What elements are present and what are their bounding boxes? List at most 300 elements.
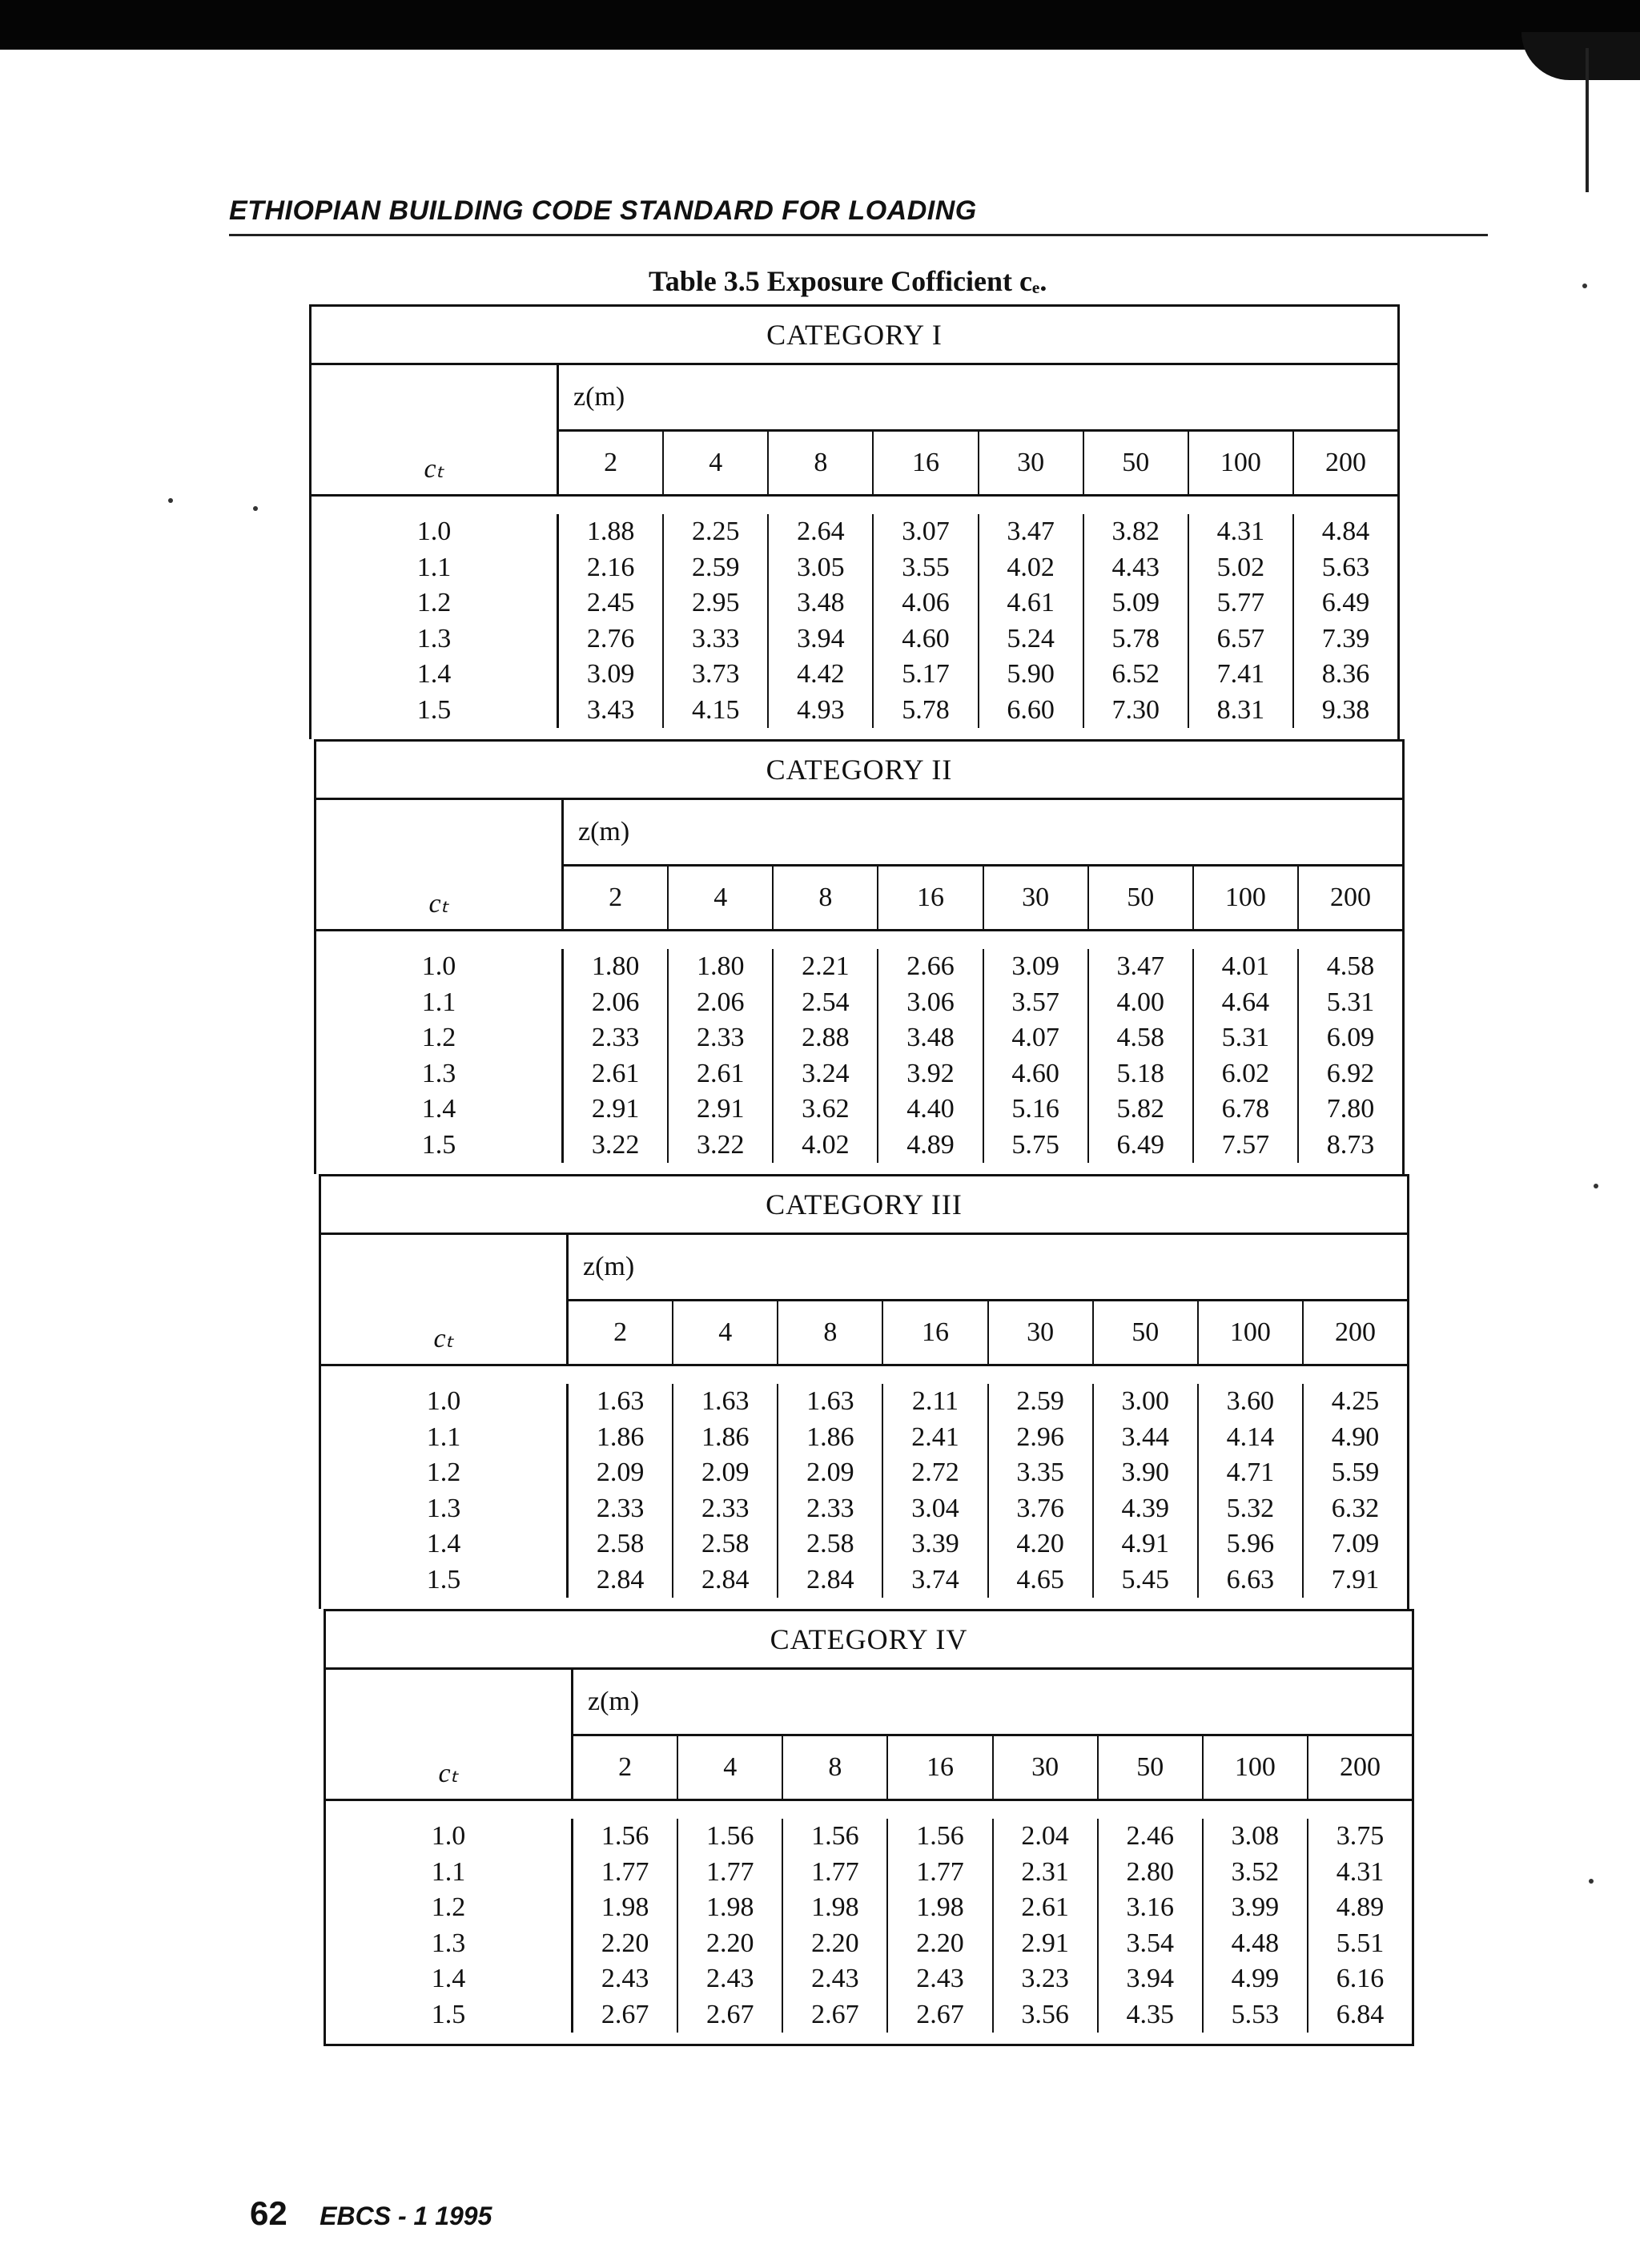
coefficient-value: 3.94 — [1126, 1964, 1174, 1993]
coefficient-value: 4.40 — [906, 1094, 955, 1124]
category-data — [316, 931, 1402, 1174]
coefficient-column — [877, 949, 982, 1163]
header-rule — [229, 234, 1488, 236]
coefficient-value: 2.09 — [596, 1458, 645, 1487]
ct-values-column — [316, 949, 561, 1163]
height-value: 8 — [777, 1301, 882, 1364]
coefficient-value: 3.73 — [691, 659, 740, 689]
coefficient-value: 3.82 — [1111, 517, 1160, 546]
coefficient-value: 5.51 — [1336, 1928, 1385, 1958]
height-value: 8 — [772, 867, 877, 929]
coefficient-value: 6.92 — [1326, 1058, 1375, 1088]
coefficient-value: 2.58 — [596, 1529, 645, 1558]
height-value: 100 — [1188, 432, 1292, 494]
coefficient-value: 2.96 — [1016, 1422, 1064, 1452]
coefficient-value: 3.09 — [1011, 951, 1059, 981]
coefficient-value: 3.16 — [1126, 1892, 1174, 1922]
coefficient-value: 6.52 — [1111, 659, 1160, 689]
category-header — [312, 365, 1397, 497]
coefficient-value: 2.06 — [591, 987, 640, 1017]
coefficient-value: 5.31 — [1221, 1023, 1270, 1052]
coefficient-column — [886, 1819, 991, 2033]
ct-value: 1.1 — [421, 987, 456, 1017]
coefficient-value: 2.20 — [916, 1928, 964, 1958]
coefficient-column — [667, 949, 772, 1163]
coefficient-value: 5.78 — [1111, 623, 1160, 653]
coefficient-value: 2.45 — [586, 588, 635, 617]
coefficient-value: 3.22 — [696, 1129, 745, 1160]
coefficient-value: 2.67 — [916, 1999, 964, 2029]
ct-value: 1.4 — [416, 659, 452, 689]
coefficient-value: 3.24 — [802, 1058, 850, 1088]
coefficient-value: 2.20 — [705, 1928, 754, 1958]
category-title: CATEGORY I — [312, 307, 1397, 365]
category-title: CATEGORY II — [316, 742, 1402, 800]
coefficient-value: 1.88 — [586, 517, 635, 546]
coefficient-value: 5.53 — [1231, 1999, 1280, 2029]
coefficient-value: 3.47 — [1007, 517, 1055, 546]
coefficient-column — [1297, 949, 1402, 1163]
height-value: 8 — [767, 432, 872, 494]
coefficient-value: 2.66 — [906, 951, 955, 981]
coefficient-value: 5.59 — [1331, 1458, 1380, 1487]
height-value: 200 — [1302, 1301, 1407, 1364]
coefficient-value: 3.94 — [797, 623, 845, 653]
coefficient-value: 2.80 — [1126, 1856, 1174, 1887]
ct-value: 1.0 — [416, 517, 452, 546]
coefficient-value: 1.86 — [806, 1422, 854, 1452]
coefficient-value: 3.99 — [1231, 1892, 1280, 1922]
coefficient-value: 3.62 — [802, 1094, 850, 1124]
height-value: 8 — [782, 1736, 886, 1799]
coefficient-value: 4.84 — [1321, 517, 1370, 546]
height-value: 4 — [662, 432, 767, 494]
coefficient-value: 6.78 — [1221, 1094, 1270, 1124]
coefficient-column — [1302, 1384, 1407, 1598]
exposure-coefficient-table — [309, 304, 1413, 2046]
ct-column-header: cₜ — [428, 889, 449, 919]
coefficient-value: 8.31 — [1216, 694, 1265, 725]
coefficient-value: 4.71 — [1226, 1458, 1275, 1487]
coefficient-value: 1.63 — [596, 1386, 645, 1416]
coefficient-value: 3.48 — [797, 588, 845, 617]
coefficient-value: 4.35 — [1126, 1999, 1174, 2029]
coefficient-value: 1.98 — [601, 1892, 649, 1922]
coefficient-value: 8.36 — [1321, 659, 1370, 689]
coefficient-value: 4.91 — [1121, 1529, 1169, 1558]
coefficient-value: 3.56 — [1021, 1999, 1069, 2029]
coefficient-value: 5.90 — [1007, 659, 1055, 689]
coefficient-value: 2.67 — [601, 1999, 649, 2029]
coefficient-column — [882, 1384, 987, 1598]
coefficient-column — [782, 1819, 886, 2033]
coefficient-value: 4.39 — [1121, 1493, 1169, 1523]
coefficient-value: 4.25 — [1331, 1386, 1380, 1416]
coefficient-value: 4.93 — [797, 694, 845, 725]
coefficient-value: 1.77 — [811, 1856, 859, 1887]
coefficient-value: 3.33 — [691, 623, 740, 653]
coefficient-value: 3.35 — [1016, 1458, 1064, 1487]
coefficient-value: 5.32 — [1226, 1493, 1275, 1523]
height-value: 16 — [877, 867, 982, 929]
page-number: 62 — [250, 2194, 287, 2232]
height-value: 16 — [886, 1736, 991, 1799]
height-value: 16 — [872, 432, 977, 494]
coefficient-value: 6.32 — [1331, 1493, 1380, 1523]
coefficient-column — [559, 514, 662, 728]
height-value: 50 — [1087, 867, 1192, 929]
coefficient-value: 2.06 — [696, 987, 745, 1017]
coefficient-value: 4.00 — [1116, 987, 1164, 1017]
coefficient-value: 3.43 — [586, 694, 635, 725]
coefficient-value: 1.98 — [811, 1892, 859, 1922]
coefficient-value: 3.60 — [1226, 1386, 1275, 1416]
coefficient-value: 4.58 — [1116, 1023, 1164, 1052]
coefficient-value: 2.43 — [916, 1964, 964, 1993]
coefficient-value: 3.09 — [586, 659, 635, 689]
coefficient-value: 1.80 — [696, 951, 745, 981]
height-value: 200 — [1297, 867, 1402, 929]
height-value: 200 — [1307, 1736, 1412, 1799]
coefficient-value: 3.52 — [1231, 1856, 1280, 1887]
coefficient-grid — [571, 1819, 1412, 2033]
coefficient-value: 2.33 — [596, 1493, 645, 1523]
coefficient-value: 5.63 — [1321, 552, 1370, 582]
height-value: 50 — [1083, 432, 1188, 494]
coefficient-value: 4.58 — [1326, 951, 1375, 981]
coefficient-value: 2.41 — [911, 1422, 959, 1452]
height-values-row — [569, 1301, 1407, 1364]
height-header — [566, 1235, 1407, 1364]
scan-dark-edge — [0, 0, 1640, 50]
ct-value: 1.5 — [426, 1564, 461, 1594]
coefficient-value: 7.09 — [1331, 1529, 1380, 1558]
coefficient-value: 1.80 — [591, 951, 640, 981]
ct-value: 1.1 — [416, 552, 452, 582]
coefficient-column — [1092, 1384, 1197, 1598]
height-value: 2 — [618, 1752, 633, 1782]
coefficient-value: 2.09 — [806, 1458, 854, 1487]
height-value: 50 — [1092, 1301, 1197, 1364]
scan-speck — [1589, 1879, 1594, 1884]
coefficient-value: 4.42 — [797, 659, 845, 689]
coefficient-column — [1192, 949, 1297, 1163]
coefficient-value: 2.43 — [601, 1964, 649, 1993]
coefficient-value: 2.25 — [691, 517, 740, 546]
coefficient-value: 2.67 — [705, 1999, 754, 2029]
height-value: 200 — [1292, 432, 1397, 494]
coefficient-value: 4.02 — [802, 1129, 850, 1160]
height-value: 4 — [677, 1736, 782, 1799]
coefficient-value: 2.33 — [701, 1493, 750, 1523]
coefficient-value: 3.76 — [1016, 1493, 1064, 1523]
coefficient-grid — [557, 514, 1397, 728]
coefficient-value: 1.77 — [916, 1856, 964, 1887]
coefficient-value: 2.84 — [806, 1564, 854, 1594]
coefficient-value: 4.64 — [1221, 987, 1270, 1017]
coefficient-value: 6.09 — [1326, 1023, 1375, 1052]
coefficient-value: 2.16 — [586, 552, 635, 582]
coefficient-value: 3.74 — [911, 1564, 959, 1594]
coefficient-value: 3.00 — [1121, 1386, 1169, 1416]
coefficient-value: 2.33 — [806, 1493, 854, 1523]
coefficient-value: 2.91 — [591, 1094, 640, 1124]
coefficient-value: 5.18 — [1116, 1058, 1164, 1088]
coefficient-column — [564, 949, 667, 1163]
coefficient-column — [1307, 1819, 1412, 2033]
ct-values-column — [321, 1384, 566, 1598]
coefficient-value: 3.23 — [1021, 1964, 1069, 1993]
ct-value: 1.3 — [421, 1058, 456, 1088]
coefficient-column — [672, 1384, 777, 1598]
category-header — [316, 800, 1402, 931]
coefficient-value: 3.05 — [797, 552, 845, 582]
height-value: 4 — [667, 867, 772, 929]
height-value: 2 — [609, 883, 623, 912]
coefficient-value: 2.67 — [811, 1999, 859, 2029]
coefficient-value: 5.31 — [1326, 987, 1375, 1017]
scan-speck — [1594, 1184, 1598, 1188]
coefficient-column — [1188, 514, 1292, 728]
coefficient-value: 2.46 — [1126, 1821, 1174, 1851]
coefficient-value: 2.72 — [911, 1458, 959, 1487]
ct-value: 1.1 — [431, 1856, 466, 1887]
coefficient-value: 3.04 — [911, 1493, 959, 1523]
category-data — [321, 1366, 1407, 1609]
coefficient-grid — [566, 1384, 1407, 1598]
coefficient-column — [983, 949, 1087, 1163]
ct-values-column — [326, 1819, 571, 2033]
coefficient-value: 2.09 — [701, 1458, 750, 1487]
coefficient-column — [872, 514, 977, 728]
coefficient-value: 6.49 — [1116, 1129, 1164, 1160]
coefficient-column — [1202, 1819, 1307, 2033]
scan-speck — [253, 506, 258, 511]
coefficient-value: 2.88 — [802, 1023, 850, 1052]
coefficient-value: 5.82 — [1116, 1094, 1164, 1124]
height-values-row — [564, 867, 1402, 929]
coefficient-value: 3.39 — [911, 1529, 959, 1558]
coefficient-value: 6.02 — [1221, 1058, 1270, 1088]
category-block — [314, 739, 1405, 1174]
coefficient-value: 5.02 — [1216, 552, 1265, 582]
coefficient-value: 1.56 — [601, 1821, 649, 1851]
coefficient-value: 2.43 — [811, 1964, 859, 1993]
ct-column-header: cₜ — [424, 454, 444, 484]
height-header — [561, 800, 1402, 929]
coefficient-value: 2.58 — [806, 1529, 854, 1558]
ct-values-column — [312, 514, 557, 728]
category-title: CATEGORY III — [321, 1176, 1407, 1235]
ct-value: 1.0 — [421, 951, 456, 981]
ct-value: 1.2 — [416, 588, 452, 617]
coefficient-value: 4.01 — [1221, 951, 1270, 981]
ct-column-header: cₜ — [433, 1324, 454, 1353]
coefficient-value: 9.38 — [1321, 694, 1370, 725]
coefficient-value: 2.21 — [802, 951, 850, 981]
coefficient-value: 7.41 — [1216, 659, 1265, 689]
coefficient-column — [1292, 514, 1397, 728]
coefficient-column — [1097, 1819, 1202, 2033]
height-header — [571, 1670, 1412, 1799]
coefficient-column — [987, 1384, 1092, 1598]
coefficient-value: 1.86 — [596, 1422, 645, 1452]
coefficient-value: 5.16 — [1011, 1094, 1059, 1124]
ct-value: 1.3 — [416, 623, 452, 653]
height-value: 2 — [613, 1317, 628, 1347]
height-value: 4 — [672, 1301, 777, 1364]
coefficient-value: 1.56 — [811, 1821, 859, 1851]
coefficient-value: 5.24 — [1007, 623, 1055, 653]
height-value: 30 — [978, 432, 1083, 494]
coefficient-value: 3.57 — [1011, 987, 1059, 1017]
ct-value: 1.5 — [421, 1129, 456, 1160]
coefficient-value: 4.60 — [902, 623, 950, 653]
ct-value: 1.3 — [431, 1928, 466, 1958]
coefficient-value: 4.31 — [1216, 517, 1265, 546]
coefficient-value: 5.17 — [902, 659, 950, 689]
ct-value: 1.0 — [431, 1821, 466, 1851]
height-values-row — [559, 432, 1397, 494]
coefficient-value: 3.22 — [591, 1129, 640, 1160]
coefficient-value: 4.02 — [1007, 552, 1055, 582]
coefficient-value: 3.06 — [906, 987, 955, 1017]
coefficient-value: 2.91 — [1021, 1928, 1069, 1958]
coefficient-value: 2.61 — [1021, 1892, 1069, 1922]
coefficient-value: 3.75 — [1336, 1821, 1385, 1851]
category-header — [321, 1235, 1407, 1366]
height-values-row — [573, 1736, 1412, 1799]
category-block — [309, 304, 1400, 739]
coefficient-value: 8.73 — [1326, 1129, 1375, 1160]
coefficient-value: 4.89 — [906, 1129, 955, 1160]
coefficient-value: 3.47 — [1116, 951, 1164, 981]
coefficient-value: 1.98 — [916, 1892, 964, 1922]
coefficient-grid — [561, 949, 1402, 1163]
coefficient-value: 7.39 — [1321, 623, 1370, 653]
coefficient-value: 4.61 — [1007, 588, 1055, 617]
coefficient-column — [677, 1819, 782, 2033]
coefficient-column — [777, 1384, 882, 1598]
coefficient-value: 2.20 — [811, 1928, 859, 1958]
coefficient-value: 4.06 — [902, 588, 950, 617]
scan-speck — [168, 498, 173, 503]
coefficient-value: 2.04 — [1021, 1821, 1069, 1851]
ct-value: 1.2 — [426, 1458, 461, 1487]
header-title: ETHIOPIAN BUILDING CODE STANDARD FOR LOADING — [229, 195, 977, 226]
category-block — [319, 1174, 1409, 1609]
coefficient-value: 2.59 — [1016, 1386, 1064, 1416]
coefficient-value: 7.57 — [1221, 1129, 1270, 1160]
coefficient-value: 1.56 — [705, 1821, 754, 1851]
coefficient-column — [772, 949, 877, 1163]
coefficient-column — [1083, 514, 1188, 728]
ct-value: 1.2 — [431, 1892, 466, 1922]
coefficient-value: 5.78 — [902, 694, 950, 725]
category-data — [326, 1801, 1412, 2044]
coefficient-value: 5.96 — [1226, 1529, 1275, 1558]
coefficient-value: 4.48 — [1231, 1928, 1280, 1958]
coefficient-value: 3.54 — [1126, 1928, 1174, 1958]
coefficient-column — [573, 1819, 677, 2033]
coefficient-column — [1087, 949, 1192, 1163]
coefficient-value: 2.84 — [701, 1564, 750, 1594]
height-value: 100 — [1192, 867, 1297, 929]
coefficient-value: 2.61 — [696, 1058, 745, 1088]
coefficient-value: 2.84 — [596, 1564, 645, 1594]
coefficient-value: 1.77 — [601, 1856, 649, 1887]
table-caption: Table 3.5 Exposure Cofficient cₑ. — [649, 265, 1047, 297]
coefficient-value: 3.08 — [1231, 1821, 1280, 1851]
coefficient-value: 6.49 — [1321, 588, 1370, 617]
height-header — [557, 365, 1397, 494]
page-footer — [250, 2194, 492, 2233]
page-header — [229, 195, 1488, 227]
coefficient-value: 1.63 — [806, 1386, 854, 1416]
coefficient-value: 6.57 — [1216, 623, 1265, 653]
coefficient-value: 4.99 — [1231, 1964, 1280, 1993]
coefficient-value: 1.98 — [705, 1892, 754, 1922]
coefficient-column — [662, 514, 767, 728]
ct-value: 1.1 — [426, 1422, 461, 1452]
ct-value: 1.5 — [431, 1999, 466, 2029]
coefficient-value: 6.84 — [1336, 1999, 1385, 2029]
coefficient-value: 3.48 — [906, 1023, 955, 1052]
coefficient-value: 5.45 — [1121, 1564, 1169, 1594]
coefficient-value: 7.80 — [1326, 1094, 1375, 1124]
coefficient-column — [978, 514, 1083, 728]
ct-value: 1.4 — [431, 1964, 466, 1993]
height-value: 50 — [1097, 1736, 1202, 1799]
coefficient-value: 2.43 — [705, 1964, 754, 1993]
coefficient-value: 7.30 — [1111, 694, 1160, 725]
ct-value: 1.5 — [416, 694, 452, 725]
coefficient-value: 2.91 — [696, 1094, 745, 1124]
ct-value: 1.2 — [421, 1023, 456, 1052]
height-value: 30 — [983, 867, 1087, 929]
height-label: z(m) — [569, 1235, 1407, 1301]
coefficient-column — [1197, 1384, 1302, 1598]
scan-right-edge — [1586, 48, 1589, 192]
height-value: 30 — [992, 1736, 1097, 1799]
coefficient-value: 2.33 — [696, 1023, 745, 1052]
ct-value: 1.4 — [426, 1529, 461, 1558]
coefficient-value: 2.61 — [591, 1058, 640, 1088]
coefficient-value: 1.86 — [701, 1422, 750, 1452]
coefficient-value: 4.89 — [1336, 1892, 1385, 1922]
ct-value: 1.3 — [426, 1493, 461, 1523]
coefficient-value: 4.60 — [1011, 1058, 1059, 1088]
coefficient-value: 2.76 — [586, 623, 635, 653]
coefficient-value: 4.15 — [691, 694, 740, 725]
height-value: 16 — [882, 1301, 987, 1364]
coefficient-value: 2.95 — [691, 588, 740, 617]
height-value: 2 — [604, 448, 618, 477]
ct-value: 1.4 — [421, 1094, 456, 1124]
coefficient-value: 3.92 — [906, 1058, 955, 1088]
coefficient-value: 6.63 — [1226, 1564, 1275, 1594]
coefficient-value: 4.65 — [1016, 1564, 1064, 1594]
document-code: EBCS - 1 1995 — [320, 2202, 492, 2230]
coefficient-value: 2.59 — [691, 552, 740, 582]
coefficient-value: 4.20 — [1016, 1529, 1064, 1558]
height-value: 30 — [987, 1301, 1092, 1364]
category-header — [326, 1670, 1412, 1801]
coefficient-value: 4.43 — [1111, 552, 1160, 582]
coefficient-value: 4.07 — [1011, 1023, 1059, 1052]
coefficient-value: 2.31 — [1021, 1856, 1069, 1887]
coefficient-value: 4.31 — [1336, 1856, 1385, 1887]
